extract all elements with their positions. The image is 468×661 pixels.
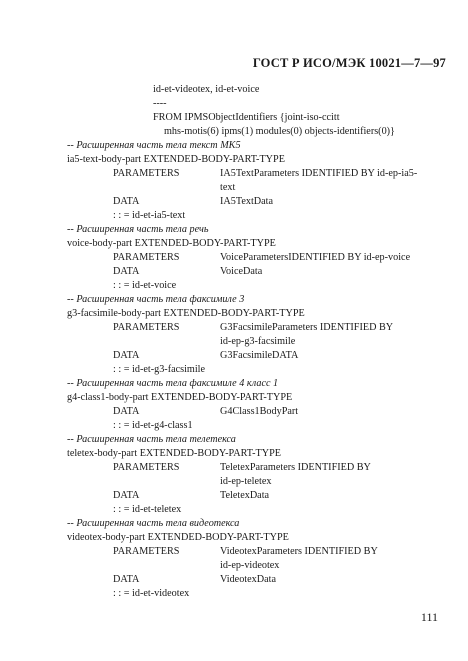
field-key: PARAMETERS — [113, 462, 180, 473]
type-definition: teletex-body-part EXTENDED-BODY-PART-TYPE — [67, 448, 281, 459]
field-key: DATA — [113, 196, 140, 207]
field-value: G4Class1BodyPart — [220, 406, 299, 417]
field-value: text — [220, 182, 236, 193]
field-value: id-ep-g3-facsimile — [220, 336, 296, 347]
assignment: : : = id-et-ia5-text — [113, 210, 186, 221]
page-number: 111 — [420, 610, 438, 624]
type-definition: videotex-body-part EXTENDED-BODY-PART-TYPE — [67, 532, 289, 543]
field-key: DATA — [113, 406, 140, 417]
intro-line: mhs-motis(6) ipms(1) modules(0) objects-identifiers(0)} — [164, 126, 395, 137]
assignment: : : = id-et-videotex — [113, 588, 190, 599]
field-value: VoiceParametersIDENTIFIED BY id-ep-voice — [220, 252, 411, 263]
section-comment: -- Расширенная часть тела текст МК5 — [67, 140, 241, 151]
assignment: : : = id-et-g4-class1 — [113, 420, 193, 431]
field-key: DATA — [113, 350, 140, 361]
section-comment: -- Расширенная часть тела видеотекса — [67, 518, 240, 529]
field-value: IA5TextData — [220, 196, 274, 207]
field-value: TeletexData — [220, 490, 270, 501]
field-value: VoiceData — [220, 266, 263, 277]
field-value: IA5TextParameters IDENTIFIED BY id-ep-ia5- — [220, 168, 418, 179]
field-key: DATA — [113, 266, 140, 277]
field-value: VideotexParameters IDENTIFIED BY — [220, 546, 378, 557]
field-value: TeletexParameters IDENTIFIED BY — [220, 462, 371, 473]
field-value: id-ep-videotex — [220, 560, 280, 571]
field-key: DATA — [113, 574, 140, 585]
assignment: : : = id-et-voice — [113, 280, 177, 291]
type-definition: voice-body-part EXTENDED-BODY-PART-TYPE — [67, 238, 276, 249]
field-key: PARAMETERS — [113, 252, 180, 263]
section-comment: -- Расширенная часть тела телетекса — [67, 434, 236, 445]
assignment: : : = id-et-teletex — [113, 504, 182, 515]
field-key: DATA — [113, 490, 140, 501]
field-value: G3FacsimileDATA — [220, 350, 299, 361]
field-value: VideotexData — [220, 574, 276, 585]
type-definition: g4-class1-body-part EXTENDED-BODY-PART-TYPE — [67, 392, 293, 403]
field-key: PARAMETERS — [113, 546, 180, 557]
intro-line: FROM IPMSObjectIdentifiers {joint-iso-ccitt — [153, 112, 340, 123]
intro-line: ---- — [153, 98, 167, 109]
section-comment: -- Расширенная часть тела факсимиле 4 класс 1 — [67, 378, 279, 389]
section-comment: -- Расширенная часть тела факсимиле 3 — [67, 294, 245, 305]
field-key: PARAMETERS — [113, 168, 180, 179]
type-definition: ia5-text-body-part EXTENDED-BODY-PART-TYPE — [67, 154, 285, 165]
field-key: PARAMETERS — [113, 322, 180, 333]
page-header: ГОСТ Р ИСО/МЭК 10021—7—97 — [252, 56, 446, 70]
type-definition: g3-facsimile-body-part EXTENDED-BODY-PART-TYPE — [67, 308, 305, 319]
field-value: id-ep-teletex — [220, 476, 272, 487]
assignment: : : = id-et-g3-facsimile — [113, 364, 206, 375]
section-comment: -- Расширенная часть тела речь — [67, 224, 209, 235]
intro-line: id-et-videotex, id-et-voice — [153, 84, 260, 95]
field-value: G3FacsimileParameters IDENTIFIED BY — [220, 322, 394, 333]
